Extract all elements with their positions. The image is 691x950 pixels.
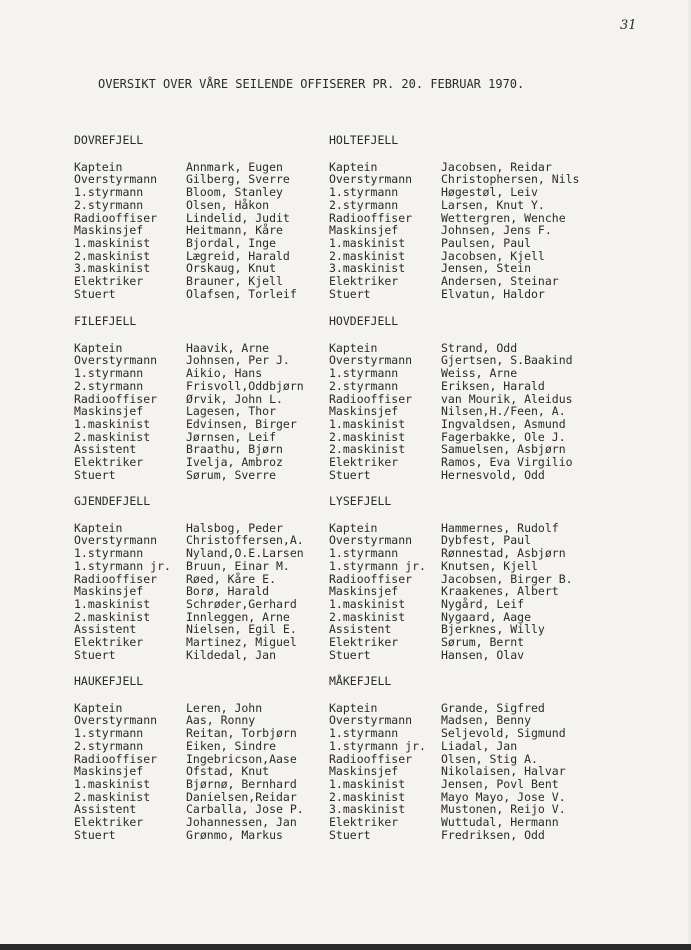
crew-role: 2.styrmann: [74, 197, 144, 212]
crew-role: 1.styrmann: [74, 726, 144, 741]
crew-role: Maskinsjef: [74, 764, 144, 779]
crew-name: Gjertsen, S.Baakind: [441, 353, 573, 368]
crew-role: Kaptein: [329, 520, 378, 535]
crew-row: [74, 418, 304, 431]
crew-row: [74, 367, 304, 380]
crew-name: Orskaug, Knut: [186, 261, 277, 276]
crew-name: Paulsen, Paul: [441, 235, 532, 250]
crew-role: Elektriker: [74, 274, 144, 289]
crew-role: 2.styrmann: [74, 378, 144, 393]
crew-role: 3.maskinist: [329, 802, 406, 817]
ship-name: MÅKEFJELL: [329, 674, 392, 688]
crew-role: Assistent: [74, 802, 137, 817]
crew-row: [329, 778, 566, 791]
crew-name: Weiss, Arne: [441, 366, 518, 381]
crew-role: Overstyrmann: [74, 353, 158, 368]
crew-role: 1.maskinist: [74, 596, 151, 611]
crew-name: Eiken, Sindre: [186, 738, 277, 753]
crew-name: Seljevold, Sigmund: [441, 726, 566, 741]
crew-row: [74, 727, 304, 740]
ship-name: HOLTEFJELL: [329, 133, 399, 147]
crew-row: [329, 456, 573, 469]
crew-row: [74, 380, 304, 393]
crew-row: [74, 237, 297, 250]
crew-row: [329, 199, 579, 212]
crew-role: 2.maskinist: [329, 248, 406, 263]
crew-role: 1.styrmann: [329, 185, 399, 200]
crew-name: Brauner, Kjell: [186, 274, 283, 289]
crew-row: [74, 469, 304, 482]
crew-name: Bjerknes, Willy: [441, 622, 545, 637]
crew-name: Hansen, Olav: [441, 647, 525, 662]
crew-role: 1.maskinist: [329, 235, 406, 250]
crew-role: Stuert: [74, 467, 116, 482]
crew-name: Sørum, Sverre: [186, 467, 277, 482]
ship-block: [329, 134, 579, 300]
crew-row: [329, 727, 566, 740]
crew-name: Bloom, Stanley: [186, 185, 283, 200]
crew-role: Maskinsjef: [329, 404, 399, 419]
crew-name: Knutsen, Kjell: [441, 558, 538, 573]
ship-block: [329, 675, 566, 841]
crew-row: [74, 547, 304, 560]
crew-role: 1.maskinist: [74, 776, 151, 791]
crew-row: [74, 456, 304, 469]
crew-role: 1.styrmann: [329, 366, 399, 381]
crew-name: Nielsen, Egil E.: [186, 622, 297, 637]
crew-name: Rønnestad, Asbjørn: [441, 546, 566, 561]
crew-role: 1.styrmann: [74, 185, 144, 200]
crew-name: Kildedal, Jan: [186, 647, 277, 662]
crew-name: Jacobsen, Birger B.: [441, 571, 573, 586]
crew-name: Lægreid, Harald: [186, 248, 290, 263]
crew-name: Ofstad, Knut: [186, 764, 270, 779]
crew-role: Elektriker: [74, 455, 144, 470]
crew-name: Christophersen, Nils: [441, 172, 580, 187]
crew-role: 2.maskinist: [329, 429, 406, 444]
crew-name: Jørnsen, Leif: [186, 429, 277, 444]
crew-row: [329, 649, 573, 662]
crew-name: Aas, Ronny: [186, 713, 256, 728]
crew-role: Kaptein: [329, 159, 378, 174]
crew-name: Ramos, Eva Virgilio: [441, 455, 573, 470]
crew-row: [74, 560, 304, 573]
crew-row: [329, 740, 566, 753]
crew-role: 2.maskinist: [74, 248, 151, 263]
crew-role: Elektriker: [329, 815, 399, 830]
crew-role: Kaptein: [329, 340, 378, 355]
ship-block: [329, 315, 573, 481]
crew-name: Nygård, Leif: [441, 596, 525, 611]
crew-name: Aikio, Hans: [186, 366, 263, 381]
crew-name: Wuttudal, Hermann: [441, 815, 559, 830]
crew-role: 1.maskinist: [74, 416, 151, 431]
crew-name: Madsen, Benny: [441, 713, 532, 728]
crew-name: Martinez, Miguel: [186, 635, 297, 650]
crew-role: 2.maskinist: [74, 609, 151, 624]
crew-name: Bruun, Einar M.: [186, 558, 290, 573]
crew-name: Lindelid, Judit: [186, 210, 290, 225]
crew-role: Kaptein: [74, 340, 123, 355]
crew-role: 2.styrmann: [74, 738, 144, 753]
crew-role: Radiooffiser: [329, 391, 413, 406]
crew-name: Edvinsen, Birger: [186, 416, 297, 431]
crew-role: 1.styrmann: [329, 726, 399, 741]
crew-row: [329, 636, 573, 649]
crew-name: Ingebricson,Aase: [186, 751, 297, 766]
crew-role: 2.maskinist: [329, 609, 406, 624]
page-title: OVERSIKT OVER VÅRE SEILENDE OFFISERER PR. 20. FEBRUAR 1970.: [98, 77, 525, 91]
crew-name: Annmark, Eugen: [186, 159, 283, 174]
crew-name: Haavik, Arne: [186, 340, 270, 355]
crew-role: Assistent: [74, 622, 137, 637]
crew-role: Maskinsjef: [74, 223, 144, 238]
crew-role: 1.maskinist: [329, 776, 406, 791]
crew-name: Johannessen, Jan: [186, 815, 297, 830]
crew-row: [329, 186, 579, 199]
crew-name: Olsen, Håkon: [186, 197, 270, 212]
crew-role: Elektriker: [74, 815, 144, 830]
crew-role: 3.maskinist: [329, 261, 406, 276]
crew-role: Stuert: [329, 467, 371, 482]
crew-role: Stuert: [74, 647, 116, 662]
crew-name: Nilsen,H./Feen, A.: [441, 404, 566, 419]
ship-name: LYSEFJELL: [329, 494, 392, 508]
crew-role: Kaptein: [329, 700, 378, 715]
crew-row: [74, 275, 297, 288]
crew-name: Dybfest, Paul: [441, 533, 532, 548]
crew-role: Overstyrmann: [329, 353, 413, 368]
crew-name: Mayo Mayo, Jose V.: [441, 789, 566, 804]
crew-role: 1.styrmann jr.: [74, 558, 171, 573]
crew-name: Bjørnø, Bernhard: [186, 776, 297, 791]
crew-role: Stuert: [329, 647, 371, 662]
crew-row: [74, 288, 297, 301]
crew-row: [329, 560, 573, 573]
crew-role: Kaptein: [74, 520, 123, 535]
ship-name: HOVDEFJELL: [329, 314, 399, 328]
crew-role: Radiooffiser: [74, 751, 158, 766]
crew-name: Frisvoll,Oddbjørn: [186, 378, 304, 393]
ship-name: DOVREFJELL: [74, 133, 144, 147]
crew-role: 1.styrmann jr.: [329, 558, 426, 573]
crew-name: Ivelja, Ambroz: [186, 455, 283, 470]
crew-name: Eriksen, Harald: [441, 378, 545, 393]
crew-role: Overstyrmann: [329, 533, 413, 548]
crew-name: Grande, Sigfred: [441, 700, 545, 715]
crew-role: 1.maskinist: [329, 596, 406, 611]
crew-role: 2.maskinist: [329, 442, 406, 457]
crew-name: Nyland,O.E.Larsen: [186, 546, 304, 561]
crew-name: Jensen, Povl Bent: [441, 776, 559, 791]
crew-name: Innleggen, Arne: [186, 609, 290, 624]
crew-role: Overstyrmann: [74, 713, 158, 728]
crew-row: [329, 380, 573, 393]
crew-role: Maskinsjef: [329, 223, 399, 238]
crew-role: Elektriker: [329, 635, 399, 650]
crew-role: Radiooffiser: [74, 571, 158, 586]
crew-role: Stuert: [329, 286, 371, 301]
crew-role: Elektriker: [74, 635, 144, 650]
crew-name: Borø, Harald: [186, 584, 270, 599]
crew-row: [329, 547, 573, 560]
crew-role: Elektriker: [329, 455, 399, 470]
ship-block: [74, 495, 304, 661]
crew-role: Assistent: [74, 442, 137, 457]
crew-role: 2.maskinist: [74, 789, 151, 804]
crew-row: [329, 367, 573, 380]
crew-row: [74, 199, 297, 212]
crew-name: Gilberg, Sverre: [186, 172, 290, 187]
crew-role: Maskinsjef: [74, 404, 144, 419]
crew-row: [329, 598, 573, 611]
ship-block: [74, 134, 297, 300]
crew-name: Liadal, Jan: [441, 738, 518, 753]
crew-row: [74, 186, 297, 199]
crew-role: 2.styrmann: [329, 378, 399, 393]
crew-name: Lagesen, Thor: [186, 404, 277, 419]
crew-name: Olafsen, Torleif: [186, 286, 297, 301]
crew-row: [329, 469, 573, 482]
crew-name: Hammernes, Rudolf: [441, 520, 559, 535]
crew-name: Wettergren, Wenche: [441, 210, 566, 225]
crew-row: [74, 649, 304, 662]
crew-role: Maskinsjef: [329, 584, 399, 599]
crew-role: Overstyrmann: [329, 172, 413, 187]
crew-role: Kaptein: [74, 159, 123, 174]
crew-name: Røed, Kåre E.: [186, 571, 277, 586]
ship-block: [329, 495, 573, 661]
crew-name: Nikolaisen, Halvar: [441, 764, 566, 779]
ship-block: [74, 315, 304, 481]
crew-role: 1.maskinist: [329, 416, 406, 431]
ship-name: HAUKEFJELL: [74, 674, 144, 688]
crew-name: Johnsen, Jens F.: [441, 223, 552, 238]
crew-role: Radiooffiser: [74, 210, 158, 225]
crew-row: [74, 778, 304, 791]
crew-name: Danielsen,Reidar: [186, 789, 297, 804]
crew-name: Strand, Odd: [441, 340, 518, 355]
crew-role: Overstyrmann: [74, 533, 158, 548]
crew-name: Carballa, Jose P.: [186, 802, 304, 817]
page-edge-shadow: [687, 0, 691, 950]
crew-role: Radiooffiser: [329, 210, 413, 225]
crew-role: Assistent: [329, 622, 392, 637]
crew-name: van Mourik, Aleidus: [441, 391, 573, 406]
ship-name: GJENDEFJELL: [74, 494, 151, 508]
crew-name: Jensen, Stein: [441, 261, 532, 276]
crew-row: [329, 237, 579, 250]
crew-name: Christoffersen,A.: [186, 533, 304, 548]
crew-name: Sørum, Bernt: [441, 635, 525, 650]
crew-role: Overstyrmann: [329, 713, 413, 728]
crew-name: Larsen, Knut Y.: [441, 197, 545, 212]
crew-name: Olsen, Stig A.: [441, 751, 538, 766]
crew-name: Bjordal, Inge: [186, 235, 277, 250]
crew-name: Andersen, Steinar: [441, 274, 559, 289]
crew-row: [74, 598, 304, 611]
crew-name: Leren, John: [186, 700, 263, 715]
crew-name: Heitmann, Kåre: [186, 223, 283, 238]
crew-role: Radiooffiser: [329, 751, 413, 766]
crew-role: Kaptein: [74, 700, 123, 715]
crew-name: Elvatun, Haldor: [441, 286, 545, 301]
crew-row: [74, 740, 304, 753]
crew-role: 1.maskinist: [74, 235, 151, 250]
crew-name: Halsbog, Peder: [186, 520, 283, 535]
crew-name: Samuelsen, Asbjørn: [441, 442, 566, 457]
crew-name: Fagerbakke, Ole J.: [441, 429, 566, 444]
crew-role: 1.styrmann: [74, 546, 144, 561]
ship-block: [74, 675, 304, 841]
crew-role: Overstyrmann: [74, 172, 158, 187]
crew-row: [329, 275, 579, 288]
crew-name: Johnsen, Per J.: [186, 353, 290, 368]
crew-name: Reitan, Torbjørn: [186, 726, 297, 741]
crew-role: Radiooffiser: [74, 391, 158, 406]
crew-name: Braathu, Bjørn: [186, 442, 283, 457]
crew-role: Maskinsjef: [329, 764, 399, 779]
crew-row: [74, 816, 304, 829]
crew-row: [74, 829, 304, 842]
crew-role: Stuert: [74, 827, 116, 842]
crew-name: Schrøder,Gerhard: [186, 596, 297, 611]
crew-name: Jacobsen, Kjell: [441, 248, 545, 263]
crew-role: 1.styrmann: [329, 546, 399, 561]
crew-name: Hernesvold, Odd: [441, 467, 545, 482]
crew-role: Elektriker: [329, 274, 399, 289]
crew-name: Høgestøl, Leiv: [441, 185, 538, 200]
crew-role: 1.styrmann jr.: [329, 738, 426, 753]
crew-row: [329, 829, 566, 842]
crew-row: [329, 288, 579, 301]
crew-role: 1.styrmann: [74, 366, 144, 381]
crew-name: Mustonen, Reijo V.: [441, 802, 566, 817]
crew-name: Jacobsen, Reidar: [441, 159, 552, 174]
crew-role: Stuert: [74, 286, 116, 301]
crew-row: [74, 636, 304, 649]
crew-name: Ørvik, John L.: [186, 391, 283, 406]
crew-row: [329, 816, 566, 829]
crew-role: Maskinsjef: [74, 584, 144, 599]
crew-name: Grønmo, Markus: [186, 827, 283, 842]
page-number: 31: [620, 18, 637, 33]
crew-role: Stuert: [329, 827, 371, 842]
crew-name: Kraakenes, Albert: [441, 584, 559, 599]
crew-role: 2.styrmann: [329, 197, 399, 212]
ship-name: FILEFJELL: [74, 314, 137, 328]
crew-role: 2.maskinist: [329, 789, 406, 804]
crew-name: Nygaard, Aage: [441, 609, 532, 624]
crew-role: 3.maskinist: [74, 261, 151, 276]
crew-name: Ingvaldsen, Asmund: [441, 416, 566, 431]
crew-row: [329, 418, 573, 431]
scan-bottom-edge: [0, 944, 691, 950]
crew-role: 2.maskinist: [74, 429, 151, 444]
crew-role: Radiooffiser: [329, 571, 413, 586]
crew-name: Fredriksen, Odd: [441, 827, 545, 842]
